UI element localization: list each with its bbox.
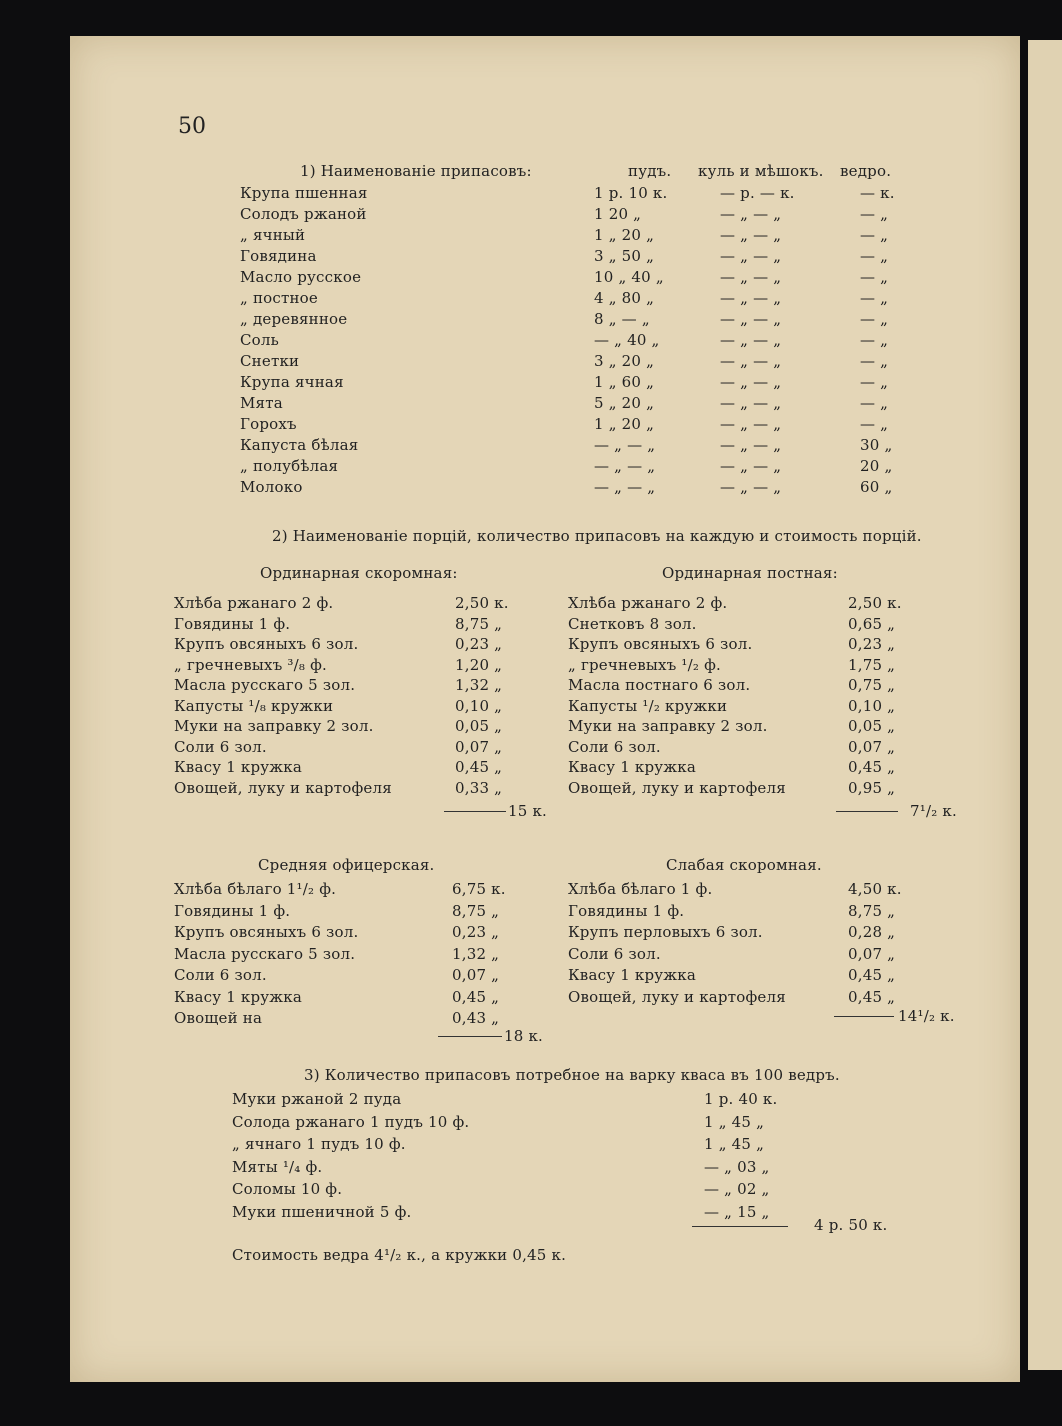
price-pud: 1 20 „ <box>594 205 642 223</box>
portion-item: Говядины 1 ф. <box>174 901 291 920</box>
portion-item: Хлѣба ржанаго 2 ф. <box>174 594 334 612</box>
col-header-pud: пудъ. <box>628 162 672 180</box>
price-kul: — „ — „ <box>720 205 782 223</box>
portion-item: Овощей, луку и картофеля <box>568 987 786 1006</box>
ingredient-cost: 1 „ 45 „ <box>704 1135 765 1153</box>
portion-cost: 0,65 „ <box>848 614 896 633</box>
portion-item: „ гречневыхъ ¹/₂ ф. <box>568 655 721 674</box>
price-kul: — „ — „ <box>720 373 782 391</box>
ingredient-cost: — „ 15 „ <box>704 1202 770 1221</box>
price-vedro: — „ <box>860 268 889 286</box>
portion-item: Масла постнаго 6 зол. <box>568 676 751 694</box>
item-name: Крупа ячная <box>240 373 344 391</box>
ingredient-name: Мяты ¹/₄ ф. <box>232 1157 323 1176</box>
portion-item: Масла русскаго 5 зол. <box>174 944 356 963</box>
portion-item: Капусты ¹/₈ кружки <box>174 696 334 715</box>
portion-cost: 0,10 „ <box>848 696 896 715</box>
price-pud: 10 „ 40 „ <box>594 268 664 286</box>
price-vedro: — „ <box>860 289 889 307</box>
item-name: Говядина <box>240 247 317 265</box>
ingredient-name: Солода ржанаго 1 пудъ 10 ф. <box>232 1112 470 1131</box>
price-kul: — „ — „ <box>720 457 782 475</box>
portion-item: Хлѣба ржанаго 2 ф. <box>568 594 728 612</box>
price-vedro: — „ <box>860 205 889 223</box>
ingredient-name: „ ячнаго 1 пудъ 10 ф. <box>232 1135 406 1153</box>
slab-skor-title: Слабая скоромная. <box>666 856 822 874</box>
col-header-vedro: ведро. <box>840 162 892 180</box>
section3-total: 4 р. 50 к. <box>814 1216 888 1234</box>
portion-cost: 0,45 „ <box>848 758 896 776</box>
portion-cost: 0,10 „ <box>455 696 503 715</box>
portion-item: Квасу 1 кружка <box>174 758 303 776</box>
portion-cost: 8,75 „ <box>455 614 503 633</box>
price-kul: — р. — к. <box>720 184 795 202</box>
ord-skor-title: Ординарная скоромная: <box>260 564 458 582</box>
portion-cost: 2,50 к. <box>848 594 902 612</box>
portion-item: Говядины 1 ф. <box>174 614 291 633</box>
portion-cost: 0,45 „ <box>452 987 500 1006</box>
portion-item: Крупъ овсяныхъ 6 зол. <box>568 635 753 653</box>
slab-skor-total: 14¹/₂ к. <box>898 1007 955 1025</box>
total-rule <box>834 1016 894 1017</box>
portion-cost: 1,20 „ <box>455 655 503 674</box>
price-vedro: 30 „ <box>860 436 893 454</box>
portion-cost: 0,23 „ <box>848 635 896 653</box>
portion-cost: 1,75 „ <box>848 655 896 674</box>
price-kul: — „ — „ <box>720 415 782 433</box>
ord-post-total: 7¹/₂ к. <box>910 802 957 820</box>
price-kul: — „ — „ <box>720 436 782 454</box>
portion-cost: 0,07 „ <box>452 966 500 984</box>
portion-item: Соли 6 зол. <box>568 944 661 963</box>
portion-cost: 6,75 к. <box>452 880 506 898</box>
item-name: „ деревянное <box>240 310 348 328</box>
portion-cost: 4,50 к. <box>848 880 902 898</box>
ingredient-cost: 1 р. 40 к. <box>704 1090 778 1108</box>
total-rule <box>438 1036 502 1037</box>
portion-item: Муки на заправку 2 зол. <box>568 717 768 735</box>
price-pud: 4 „ 80 „ <box>594 289 655 307</box>
total-rule <box>444 811 506 812</box>
portion-item: Хлѣба бѣлаго 1¹/₂ ф. <box>174 880 337 898</box>
portion-cost: 0,45 „ <box>455 758 503 776</box>
price-pud: — „ — „ <box>594 478 656 496</box>
item-name: Солодъ ржаной <box>240 205 367 223</box>
portion-item: Снетковъ 8 зол. <box>568 614 697 633</box>
portion-cost: 0,07 „ <box>455 737 503 756</box>
ingredient-cost: — „ 02 „ <box>704 1180 770 1198</box>
portion-item: Квасу 1 кружка <box>568 966 697 984</box>
portion-cost: 0,07 „ <box>848 944 896 963</box>
portion-item: „ гречневыхъ ³/₈ ф. <box>174 655 327 674</box>
price-vedro: 20 „ <box>860 457 893 475</box>
price-kul: — „ — „ <box>720 226 782 244</box>
price-vedro: 60 „ <box>860 478 893 496</box>
ingredient-cost: 1 „ 45 „ <box>704 1112 765 1131</box>
item-name: „ постное <box>240 289 318 307</box>
portion-item: Капусты ¹/₂ кружки <box>568 696 728 715</box>
portion-item: Соли 6 зол. <box>568 737 661 756</box>
ingredient-name: Соломы 10 ф. <box>232 1180 343 1198</box>
price-vedro: — „ <box>860 247 889 265</box>
item-name: Соль <box>240 331 280 349</box>
portion-item: Соли 6 зол. <box>174 737 267 756</box>
price-pud: 5 „ 20 „ <box>594 394 655 412</box>
adjacent-page-edge <box>1028 40 1062 1370</box>
total-rule <box>836 811 898 812</box>
portion-cost: 0,45 „ <box>848 987 896 1006</box>
price-pud: — „ 40 „ <box>594 331 660 349</box>
portion-cost: 0,43 „ <box>452 1009 500 1027</box>
ingredient-cost: — „ 03 „ <box>704 1157 770 1176</box>
price-pud: 3 „ 50 „ <box>594 247 655 265</box>
item-name: Мята <box>240 394 283 412</box>
portion-item: Овощей на <box>174 1009 263 1027</box>
price-kul: — „ — „ <box>720 352 782 370</box>
sred-ofic-title: Средняя офицерская. <box>258 856 435 874</box>
portion-cost: 0,05 „ <box>455 717 503 735</box>
price-kul: — „ — „ <box>720 331 782 349</box>
ingredient-name: Муки пшеничной 5 ф. <box>232 1202 412 1221</box>
portion-item: Масла русскаго 5 зол. <box>174 676 356 694</box>
portion-item: Крупъ перловыхъ 6 зол. <box>568 923 763 941</box>
price-vedro: — „ <box>860 331 889 349</box>
price-kul: — „ — „ <box>720 310 782 328</box>
portion-item: Хлѣба бѣлаго 1 ф. <box>568 880 713 898</box>
page-number: 50 <box>178 114 206 139</box>
ord-post-title: Ординарная постная: <box>662 564 838 582</box>
price-vedro: — „ <box>860 394 889 412</box>
price-pud: 3 „ 20 „ <box>594 352 655 370</box>
portion-cost: 8,75 „ <box>848 901 896 920</box>
price-kul: — „ — „ <box>720 247 782 265</box>
price-vedro: — к. <box>860 184 895 202</box>
portion-cost: 1,32 „ <box>455 676 503 694</box>
portion-cost: 0,07 „ <box>848 737 896 756</box>
item-name: „ полубѣлая <box>240 457 339 475</box>
price-kul: — „ — „ <box>720 289 782 307</box>
portion-item: Муки на заправку 2 зол. <box>174 717 374 735</box>
portion-cost: 0,95 „ <box>848 778 896 797</box>
portion-cost: 0,33 „ <box>455 778 503 797</box>
col-header-kul: куль и мѣшокъ. <box>698 162 824 180</box>
portion-cost: 0,23 „ <box>452 923 500 941</box>
portion-cost: 0,45 „ <box>848 966 896 984</box>
price-vedro: — „ <box>860 415 889 433</box>
portion-item: Квасу 1 кружка <box>174 987 303 1006</box>
item-name: „ ячный <box>240 226 306 244</box>
ingredient-name: Муки ржаной 2 пуда <box>232 1090 402 1108</box>
item-name: Снетки <box>240 352 300 370</box>
portion-cost: 2,50 к. <box>455 594 509 612</box>
price-pud: 8 „ — „ <box>594 310 650 328</box>
price-vedro: — „ <box>860 373 889 391</box>
portion-cost: 0,28 „ <box>848 923 896 941</box>
sred-ofic-total: 18 к. <box>504 1027 543 1045</box>
price-pud: 1 р. 10 к. <box>594 184 668 202</box>
section3-footer: Стоимость ведра 4¹/₂ к., а кружки 0,45 к. <box>232 1246 567 1264</box>
portion-cost: 0,05 „ <box>848 717 896 735</box>
portion-cost: 0,75 „ <box>848 676 896 694</box>
portion-item: Крупъ овсяныхъ 6 зол. <box>174 635 359 653</box>
price-pud: 1 „ 60 „ <box>594 373 655 391</box>
portion-item: Овощей, луку и картофеля <box>174 778 392 797</box>
item-name: Крупа пшенная <box>240 184 368 202</box>
price-pud: — „ — „ <box>594 457 656 475</box>
price-vedro: — „ <box>860 310 889 328</box>
portion-item: Квасу 1 кружка <box>568 758 697 776</box>
price-pud: — „ — „ <box>594 436 656 454</box>
portion-item: Овощей, луку и картофеля <box>568 778 786 797</box>
item-name: Молоко <box>240 478 303 496</box>
item-name: Масло русское <box>240 268 362 286</box>
price-pud: 1 „ 20 „ <box>594 226 655 244</box>
price-kul: — „ — „ <box>720 268 782 286</box>
section2-heading: 2) Наименованіе порцій, количество припасовъ на каждую и стоимость порцій. <box>272 527 922 545</box>
portion-cost: 0,23 „ <box>455 635 503 653</box>
section3-heading: 3) Количество припасовъ потребное на варку кваса въ 100 ведръ. <box>304 1066 840 1084</box>
portion-item: Говядины 1 ф. <box>568 901 685 920</box>
price-pud: 1 „ 20 „ <box>594 415 655 433</box>
section1-heading: 1) Наименованіе припасовъ: <box>300 162 532 180</box>
item-name: Горохъ <box>240 415 297 433</box>
total-rule <box>692 1226 788 1227</box>
price-kul: — „ — „ <box>720 394 782 412</box>
portion-item: Соли 6 зол. <box>174 966 267 984</box>
price-kul: — „ — „ <box>720 478 782 496</box>
price-vedro: — „ <box>860 226 889 244</box>
price-vedro: — „ <box>860 352 889 370</box>
ord-skor-total: 15 к. <box>508 802 547 820</box>
item-name: Капуста бѣлая <box>240 436 359 454</box>
portion-cost: 1,32 „ <box>452 944 500 963</box>
portion-item: Крупъ овсяныхъ 6 зол. <box>174 923 359 941</box>
portion-cost: 8,75 „ <box>452 901 500 920</box>
